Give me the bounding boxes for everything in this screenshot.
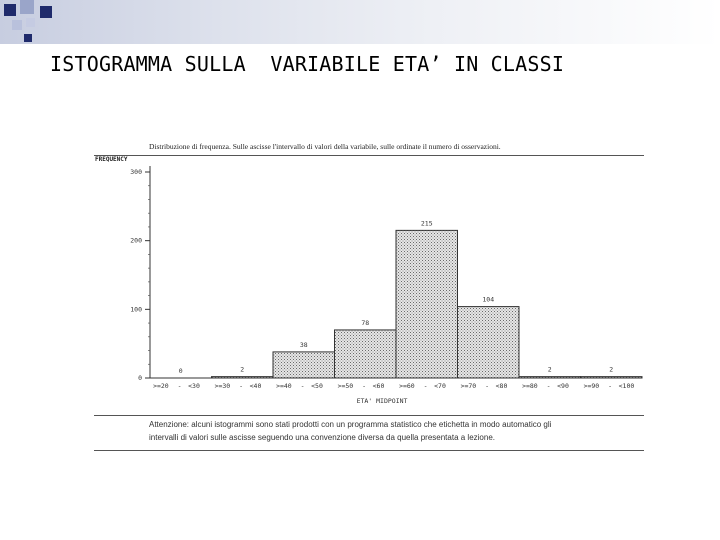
y-tick-label: 0 bbox=[138, 374, 142, 382]
x-tick-separator: - bbox=[485, 382, 490, 390]
x-tick-separator: - bbox=[546, 382, 551, 390]
y-tick-label: 300 bbox=[130, 168, 142, 176]
x-tick-label: >=30 bbox=[214, 382, 231, 390]
x-tick-label: >=90 bbox=[583, 382, 600, 390]
x-tick-label: <80 bbox=[495, 382, 508, 390]
bar-value-label: 0 bbox=[178, 367, 183, 375]
y-tick-label: 200 bbox=[130, 236, 142, 245]
bar-value-label: 104 bbox=[482, 295, 495, 304]
y-tick-label: 100 bbox=[130, 305, 142, 314]
deco-square-dark bbox=[40, 6, 52, 18]
divider bbox=[94, 450, 644, 451]
footnote-line-1: Attenzione: alcuni istogrammi sono stati prodotti con un programma statistico che etichetta in modo automatico gli bbox=[149, 420, 552, 429]
x-tick-label: >=80 bbox=[522, 382, 538, 390]
x-tick-label: >=40 bbox=[276, 382, 292, 390]
x-tick-label: >=60 bbox=[399, 382, 415, 390]
x-tick-label: <70 bbox=[434, 382, 446, 390]
x-tick-label: <30 bbox=[188, 382, 200, 390]
deco-square-light bbox=[20, 0, 34, 14]
slide-title: ISTOGRAMMA SULLA VARIABILE ETA’ IN CLASSI bbox=[50, 52, 565, 76]
histogram-bar bbox=[396, 230, 458, 378]
x-axis-label: ETA' MIDPOINT bbox=[356, 397, 408, 405]
x-tick-separator: - bbox=[362, 382, 367, 390]
bar-value-label: 78 bbox=[361, 318, 370, 327]
deco-square-dark bbox=[4, 4, 16, 16]
histogram-bar bbox=[335, 330, 397, 378]
x-tick-separator: - bbox=[239, 382, 244, 390]
bar-value-label: 215 bbox=[420, 219, 433, 228]
bar-value-label: 2 bbox=[547, 365, 552, 374]
x-tick-separator: - bbox=[177, 382, 182, 390]
x-tick-label: >=20 bbox=[153, 382, 169, 390]
x-tick-label: <90 bbox=[557, 382, 569, 390]
deco-square-light bbox=[26, 18, 35, 27]
x-tick-label: <100 bbox=[618, 382, 635, 390]
x-tick-label: <60 bbox=[372, 382, 385, 390]
x-tick-label: <50 bbox=[311, 382, 323, 390]
x-tick-separator: - bbox=[423, 382, 428, 390]
histogram-figure bbox=[92, 128, 652, 453]
bar-value-label: 2 bbox=[240, 365, 245, 374]
chart-title: Distribuzione di frequenza. Sulle ascisse l'intervallo di valori della variabile, sulle ordinate il numero di osservazioni. bbox=[149, 142, 501, 151]
x-tick-label: >=50 bbox=[337, 382, 354, 390]
bar-value-label: 2 bbox=[609, 365, 614, 374]
footnote-line-2: intervalli di valori sulle ascisse seguendo una convenzione diversa da quella presentata a lezione. bbox=[149, 433, 495, 442]
deco-square-light bbox=[12, 20, 22, 30]
histogram-bar bbox=[273, 352, 335, 378]
histogram-bar bbox=[458, 307, 520, 378]
x-tick-label: <40 bbox=[249, 382, 262, 390]
decorative-banner bbox=[0, 0, 720, 44]
x-tick-label: >=70 bbox=[460, 382, 477, 390]
bar-value-label: 38 bbox=[299, 340, 308, 349]
histogram-chart bbox=[92, 128, 652, 418]
y-axis-label: FREQUENCY bbox=[95, 156, 128, 163]
divider bbox=[94, 415, 644, 416]
x-tick-separator: - bbox=[608, 382, 613, 390]
x-tick-separator: - bbox=[300, 382, 305, 390]
deco-square-dark bbox=[24, 34, 32, 42]
